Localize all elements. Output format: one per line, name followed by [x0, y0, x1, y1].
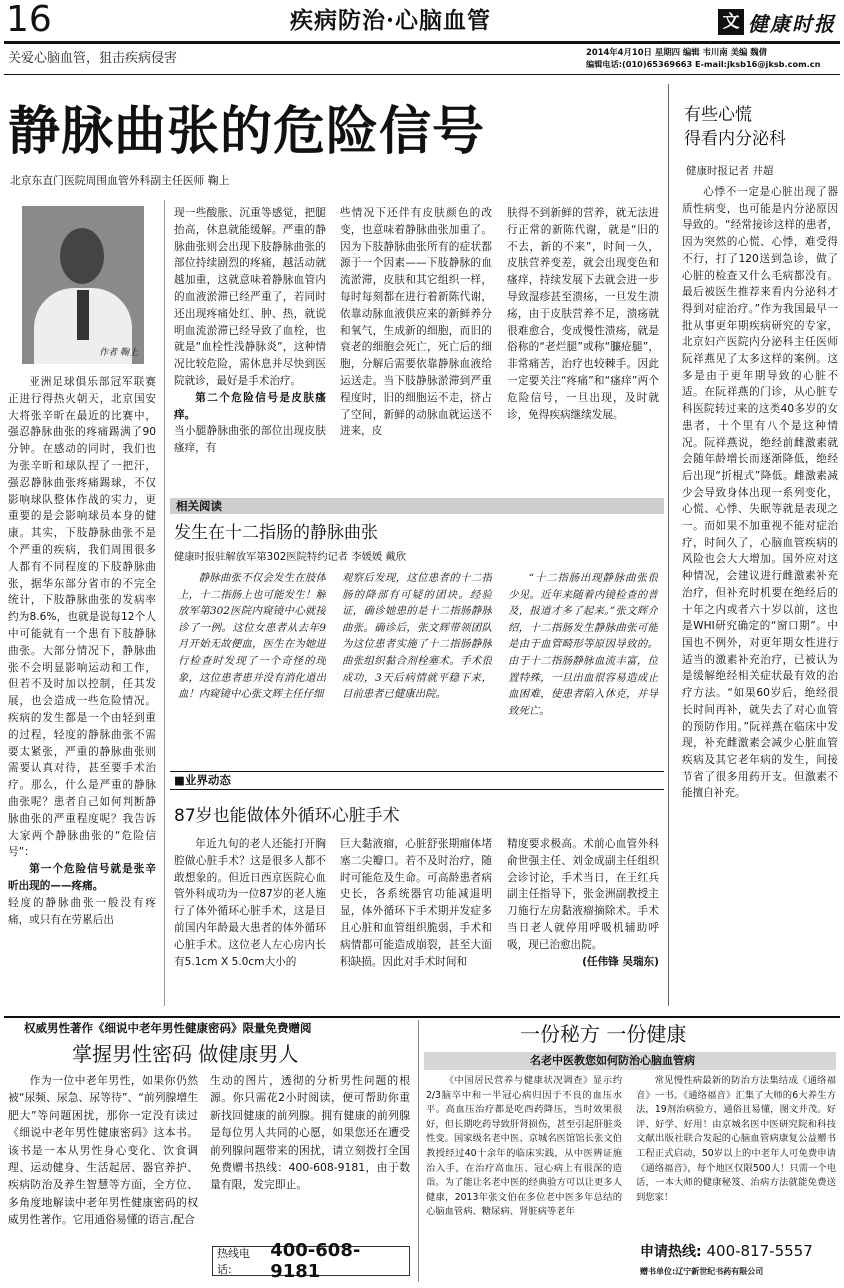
- sidebar-title-line2: 得看内分泌科: [684, 129, 786, 149]
- related-col2: [342, 570, 492, 766]
- main-article-col3: [340, 205, 492, 489]
- ad2-hotline-number: 400-817-5557: [706, 1242, 813, 1260]
- sidebar-body: [682, 184, 838, 1006]
- ad1-hotline-box: [212, 1240, 410, 1282]
- ad2-col2: [636, 1074, 836, 1234]
- sidebar-byline: 健康时报记者 井超: [686, 165, 774, 177]
- main-article-byline: 北京东直门医院周围血管外科副主任医师 鞠上: [10, 174, 230, 187]
- contact-line: 编辑电话:(010)65369663 E-mail:jksb16@jksb.com.cn: [586, 59, 821, 69]
- industry-rule: [170, 771, 664, 772]
- ad1-col1-text: 作为一位中老年男性，如果你仍然被“尿频、尿急、尿等待”、“前列腺增生肥大”等问题困扰，那你一定没有读过《细说中老年男性健康密码》这本书。该书是一本从男性身心变化、饮食调理、运动健身、生活起居、器官养护、疾病防治及养生智慧等方面，全方位、多角度地解读中老年男性健康密码的权威男性著作。它用通俗易懂的语言,配合: [8, 1074, 198, 1227]
- related-label: 相关阅读: [176, 499, 222, 513]
- main-article-col1-text: 亚洲足球俱乐部冠军联赛正进行得热火朝天，北京国安大将张辛昕在最近的比赛中，强忍静脉曲张的疼痛踢满了90分钟。在感动的同时，我们也为张辛昕和球队捏了一把汗，强忍静脉曲张疼痛踢球，不仅影响球队整体作战的实力，更重要的是会影响球员本身的健康。其实，下肢静脉曲张不是个严重的疾病，我们周围很多人都有不同程度的下肢静脉曲张，据华东部分省市的不完全统计，下肢静脉曲张的发病率约为8.6%，也就是说每12个人中可能就有一个患有下肢静脉曲张。大部分情况下，静脉曲张不会明显影响运动和工作，但若不及时加以控制，任其发展，也会造成一些危险情况。疾病的发生都是一个由轻到重的过程，轻度的静脉曲张不需要太紧张，严重的静脉曲张则需要认真对待，甚至要手术治疗。那么，什么是严重的静脉曲张呢？患者自己如何判断静脉曲张的严重程度呢？我告诉大家两个静脉曲张的“危险信号”：: [8, 376, 156, 859]
- ad1-hotline-label: 热线电话:: [217, 1247, 250, 1276]
- main-article-col2: [174, 205, 326, 489]
- related-col2-text: 观察后发现，这位患者的十二指肠的降部有可疑的团块。经验证，确诊她患的是十二指肠静脉曲张。确诊后，张文辉带领团队为这位患者实施了十二指肠静脉曲张组织黏合剂栓塞术。手术很成功，3天后病情就平稳下来，目前患者已健康出院。: [342, 572, 492, 701]
- main-article-col3-text: 些情况下还伴有皮肤颜色的改变，也意味着静脉曲张加重了。因为下肢静脉曲张所有的症状都源于一个因素——下肢静脉的血流淤滞，皮肤和其它组织一样，每时每刻都在进行着新陈代谢，依靠动脉血液供应来的新鲜养分和氧气，生成新的细胞，而旧的衰老的细胞会死亡，死亡后的细胞，分解后需要依靠静脉血液给运送走。当下肢静脉淤滞到严重程度时，旧的细胞运不走，挤占了空间，新鲜的动脉血就运送不进来，皮: [340, 207, 492, 438]
- main-article-col1: [8, 374, 156, 1004]
- related-col3-text: “十二指肠出现静脉曲张很少见。近年来随着内镜检查的普及，报道才多了起来。”张文辉介绍，十二指肠发生静脉曲张可能是由于血管畸形等原因导致的。由于十二指肠静脉血流丰富，位置特殊，一旦出血很容易造成止血困难，使患者陷入休克，并导致死亡。: [508, 572, 658, 717]
- ads-rule: [4, 1016, 840, 1018]
- industry-rule-2: [170, 789, 664, 790]
- related-col1: [178, 570, 326, 766]
- masthead-title: 健康时报: [748, 11, 836, 36]
- ad1-title: 掌握男性密码 做健康男人: [72, 1042, 299, 1066]
- header-rule-thin: [4, 74, 840, 75]
- ad1-col2-text: 生动的图片，透彻的分析男性问题的根源。你只需花2小时阅读，便可帮助你重新找回健康的前列腺。拥有健康的前列腺是每位男人共同的心愿，如果您还在遭受前列腺问题带来的困扰，请立刻拨打全国免费赠书热线：400-608-9181，由于数量有限，发完即止。: [210, 1074, 410, 1192]
- main-article-col4-text: 肤得不到新鲜的营养，就无法进行正常的新陈代谢，就是“旧的不去，新的不来”，时间一久，皮肤营养变差，就会出现变色和瘙痒，持续发展下去就会进一步导致湿疹甚至溃疡，一旦发生溃疡，由于皮肤营养不足，溃疡就很难愈合，变成慢性溃疡，就是俗称的“老烂腿”或称“臁疮腿”，非常痛苦，治疗也较棘手。因此一定要关注“疼痛”和“瘙痒”两个危险信号，一旦出现，及时就诊，免得疾病继续发展。: [507, 207, 659, 421]
- ad2-subtitle: 名老中医教您如何防治心脑血管病: [530, 1054, 695, 1067]
- column-rule-sidebar: [668, 84, 669, 1006]
- sidebar-title-line1: 有些心慌: [684, 105, 752, 125]
- ad2-footnote: 赠书单位:辽宁新世纪书药有限公司: [640, 1267, 764, 1276]
- ad1-col1: [8, 1072, 198, 1282]
- ad2-col1: [426, 1074, 622, 1274]
- industry-col2: [340, 836, 492, 1006]
- ad1-hotline-number: 400-608-9181: [270, 1240, 361, 1282]
- section-title: 疾病防治·心脑血管: [290, 7, 492, 34]
- ad2-col2-text: 常见慢性病最新的防治方法集结成《通络福音》一书。《通络福音》汇集了大师的6大养生方法，19剂治病验方，通俗且易懂，图文并茂。好评、好学、好用！由京城名医中医研究院和科技文献出版社联合发起的心脑血管病康复公益赠书工程正式启动，50岁以上的中老年人可免费申请《通络福音》，每个地区仅限500人！只需一个电话，一本大师的健康秘笈、治病方法就能免费送到您家！: [636, 1075, 836, 1203]
- industry-col1: [174, 836, 326, 1006]
- ad1-headline: 权威男性著作《细说中老年男性健康密码》限量免费赠阅: [24, 1021, 312, 1035]
- main-article-title: 静脉曲张的危险信号: [8, 101, 486, 162]
- masthead: [718, 6, 840, 38]
- related-title: 发生在十二指肠的静脉曲张: [174, 523, 378, 543]
- related-col3: [508, 570, 658, 766]
- industry-col3: [507, 836, 659, 1006]
- slogan: 关爱心脑血管，狙击疾病侵害: [8, 51, 178, 66]
- industry-col3-text: 精度要求极高。术前心血管外科俞世强主任、刘金成副主任组织会诊讨论，手术当日，在王红兵副主任指导下，张金洲副教授主刀施行左房黏液瘤摘除术。手术当日老人就停用呼吸机辅助呼吸，现已治愈出院。: [507, 838, 659, 951]
- signal2-title: 第二个危险信号是皮肤瘙痒。: [174, 391, 326, 421]
- industry-col1-text: 年近九旬的老人还能打开胸腔做心脏手术？这是很多人都不敢想象的。但近日西京医院心血管外科成功为一位87岁的老人施行了体外循环心脏手术，这是目前国内年龄最大患者的体外循环心脏手术。这位老人左心房内长有5.1cm X 5.0cm大小的: [174, 838, 326, 968]
- author-photo-tie: [77, 290, 89, 340]
- industry-label: ■业界动态: [174, 773, 231, 787]
- ad2-hotline-row: [640, 1240, 813, 1263]
- ad2-col1-text: 《中国居民营养与健康状况调查》显示约2/3脑卒中和一半冠心病归因于不良的血压水平。高血压治疗都是吃西药降压，当时效果很好，但长期吃药导致肝肾损伤，甚至引起肝脏炎性变。国家级名老中医、京城名医馆馆长张文伯教授经过40十余年的临床实践，从中医辨证施治入手，在治疗高血压、冠心病上有很深的造诣。为了能让名老中医的经典验方可以让更多人健康，2013年张文伯在多位老中医多年总结的心脑血管病、糖尿病、肾脏病等老年: [426, 1075, 622, 1218]
- author-photo-head: [60, 228, 104, 284]
- page-number: 16: [6, 0, 52, 40]
- signal1-tail: 轻度的静脉曲张一般没有疼痛，或只有在劳累后出: [8, 896, 156, 926]
- related-label-bar: [170, 498, 664, 514]
- industry-title: 87岁也能做体外循环心脏手术: [174, 806, 400, 826]
- issue-line: 2014年4月10日 星期四 编辑 韦川南 美编 魏倩: [586, 47, 767, 57]
- signal2-tail: 当小腿静脉曲张的部位出现皮肤瘙痒，有: [174, 425, 326, 455]
- ads-divider: [418, 1020, 419, 1282]
- masthead-logo-icon: 文: [718, 9, 744, 35]
- related-byline: 健康时报驻解放军第302医院特约记者 李媛媛 戴欣: [174, 551, 407, 563]
- ad2-hotline-label: 申请热线:: [640, 1244, 702, 1260]
- header-rule: [4, 41, 840, 44]
- author-photo: [22, 206, 144, 364]
- industry-credit: (任伟锋 吴瑞东): [582, 955, 659, 968]
- author-photo-caption: 作者 鞠上: [99, 348, 138, 358]
- main-article-col2-text: 现一些酸胀、沉重等感觉，把腿抬高，休息就能缓解。严重的静脉曲张则会出现下肢静脉曲张的部位持续剧烈的疼痛，越活动就越加重，这就意味着静脉血管内的血液淤滞已经严重了，若同时还出现疼痛处红、肿、热，就说明血流淤滞已经导致了血栓，也就是“血栓性浅静脉炎”，这种情况比较危险，需休息并尽快到医院就诊，最好是手术治疗。: [174, 207, 326, 387]
- ad1-col2: [210, 1072, 410, 1238]
- related-col1-text: 静脉曲张不仅会发生在肢体上，十二指肠上也可能发生！解放军第302医院内窥镜中心就接诊了一例。这位女患者从去年9月开始无故便血，医生在为她进行检查时发现了一个奇怪的现象，这位患者患并没有消化道出血！内窥镜中心张文辉主任仔细: [178, 572, 326, 701]
- ad2-title: 一份秘方 一份健康: [520, 1022, 687, 1046]
- column-rule-main: [164, 200, 165, 1006]
- signal1-title: 第一个危险信号就是张辛昕出现的——疼痛。: [8, 863, 156, 892]
- industry-col2-text: 巨大黏液瘤，心脏舒张期瘤体堵塞二尖瓣口。若不及时治疗，随时可能危及生命。可高龄患者病史长，各系统器官功能减退明显，体外循环下手术期并发症多且心脏和血管组织脆弱，手术和病情都可能造成崩裂，甚至大面积缺损。因此对手术时间和: [340, 838, 492, 968]
- main-article-col4: [507, 205, 659, 489]
- sidebar-body-text: 心悸不一定是心脏出现了器质性病变，也可能是内分泌原因导致的。“经常接诊这样的患者，因为突然的心慌、心悸，难受得不行，打了120送到急诊，做了心脏的检查又什么毛病都没有。最后被医生推荐来看内分泌科才得到对症治疗。”作为我国最早一批从事更年期疾病研究的专家，北京妇产医院内分泌科主任医师阮祥燕见了太多这样的案例。这多是由于更年期导致的心脏不适。在阮祥燕的门诊，从心脏专科医院转过来的这类40多岁的女患者，十个里有八个是这种情况。阮祥燕说，绝经前雌激素就会随年龄增长而逐渐降低，绝经后出现“折棍式”降低。雌激素减少会导致身体出现一系列变化，心慌、心悸、失眠等就是表现之一。而如果不加重视不能对症治疗，时间久了，心脑血管疾病的风险也会大大增加。国外应对这种情况，会建议进行雌激素补充治疗，但补充时机要在绝经后的十年之内或者六十岁以前，这也是WHI研究确定的“窗口期”。中国也不例外，对更年期女性进行适当的激素补充治疗，已被认为是缓解绝经相关症状最有效的治疗方法。“如果60岁后，绝经很长时间再补，就失去了对心血管的预防作用。”阮祥燕在临床中发现，补充雌激素会减少心脏血管疾病及其它老年病的发生，间接节省了很多用药开支。但激素不能擅自补充。: [682, 186, 838, 800]
